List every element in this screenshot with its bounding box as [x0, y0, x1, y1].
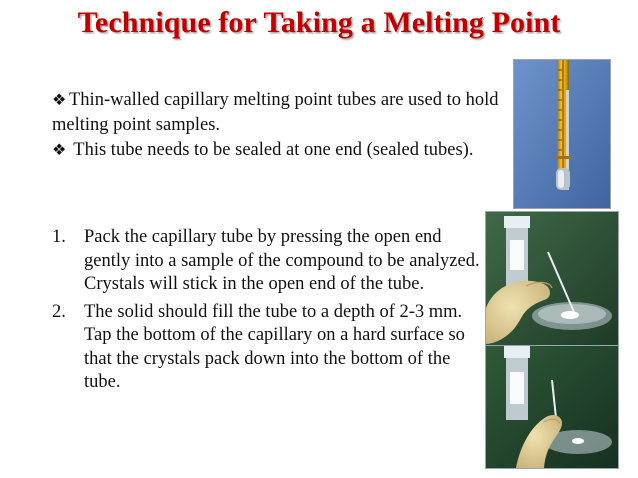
step-item: [52, 226, 482, 297]
step-text: Pack the capillary tube by pressing the open end gently into a sample of the compound to be analyzed. Crystals will stick in the open end of the tube.: [84, 227, 480, 294]
tapping-tube-photo: [486, 346, 618, 468]
step-number: 2.: [52, 301, 66, 322]
bullet-item: [52, 88, 512, 138]
thermometer-photo: [514, 60, 610, 208]
numbered-steps: [52, 226, 482, 399]
packing-tube-photo: [486, 212, 618, 348]
slide-title: Technique for Taking a Melting Point: [77, 6, 561, 39]
bullet-item: [52, 138, 512, 163]
step-number: 1.: [52, 227, 66, 247]
step-item: [52, 301, 482, 395]
bullet-text: Thin-walled capillary melting point tubes are used to hold melting point samples.: [52, 90, 499, 135]
bullet-list: [52, 88, 512, 163]
diamond-bullet-icon: ❖: [52, 92, 67, 109]
bullet-text: This tube needs to be sealed at one end (sealed tubes).: [69, 140, 474, 160]
diamond-bullet-icon: ❖: [52, 142, 67, 159]
step-text: The solid should fill the tube to a depth of 2-3 mm. Tap the bottom of the capillary on a hard surface so that the crystals pack down into the bottom of the tube.: [84, 301, 465, 392]
